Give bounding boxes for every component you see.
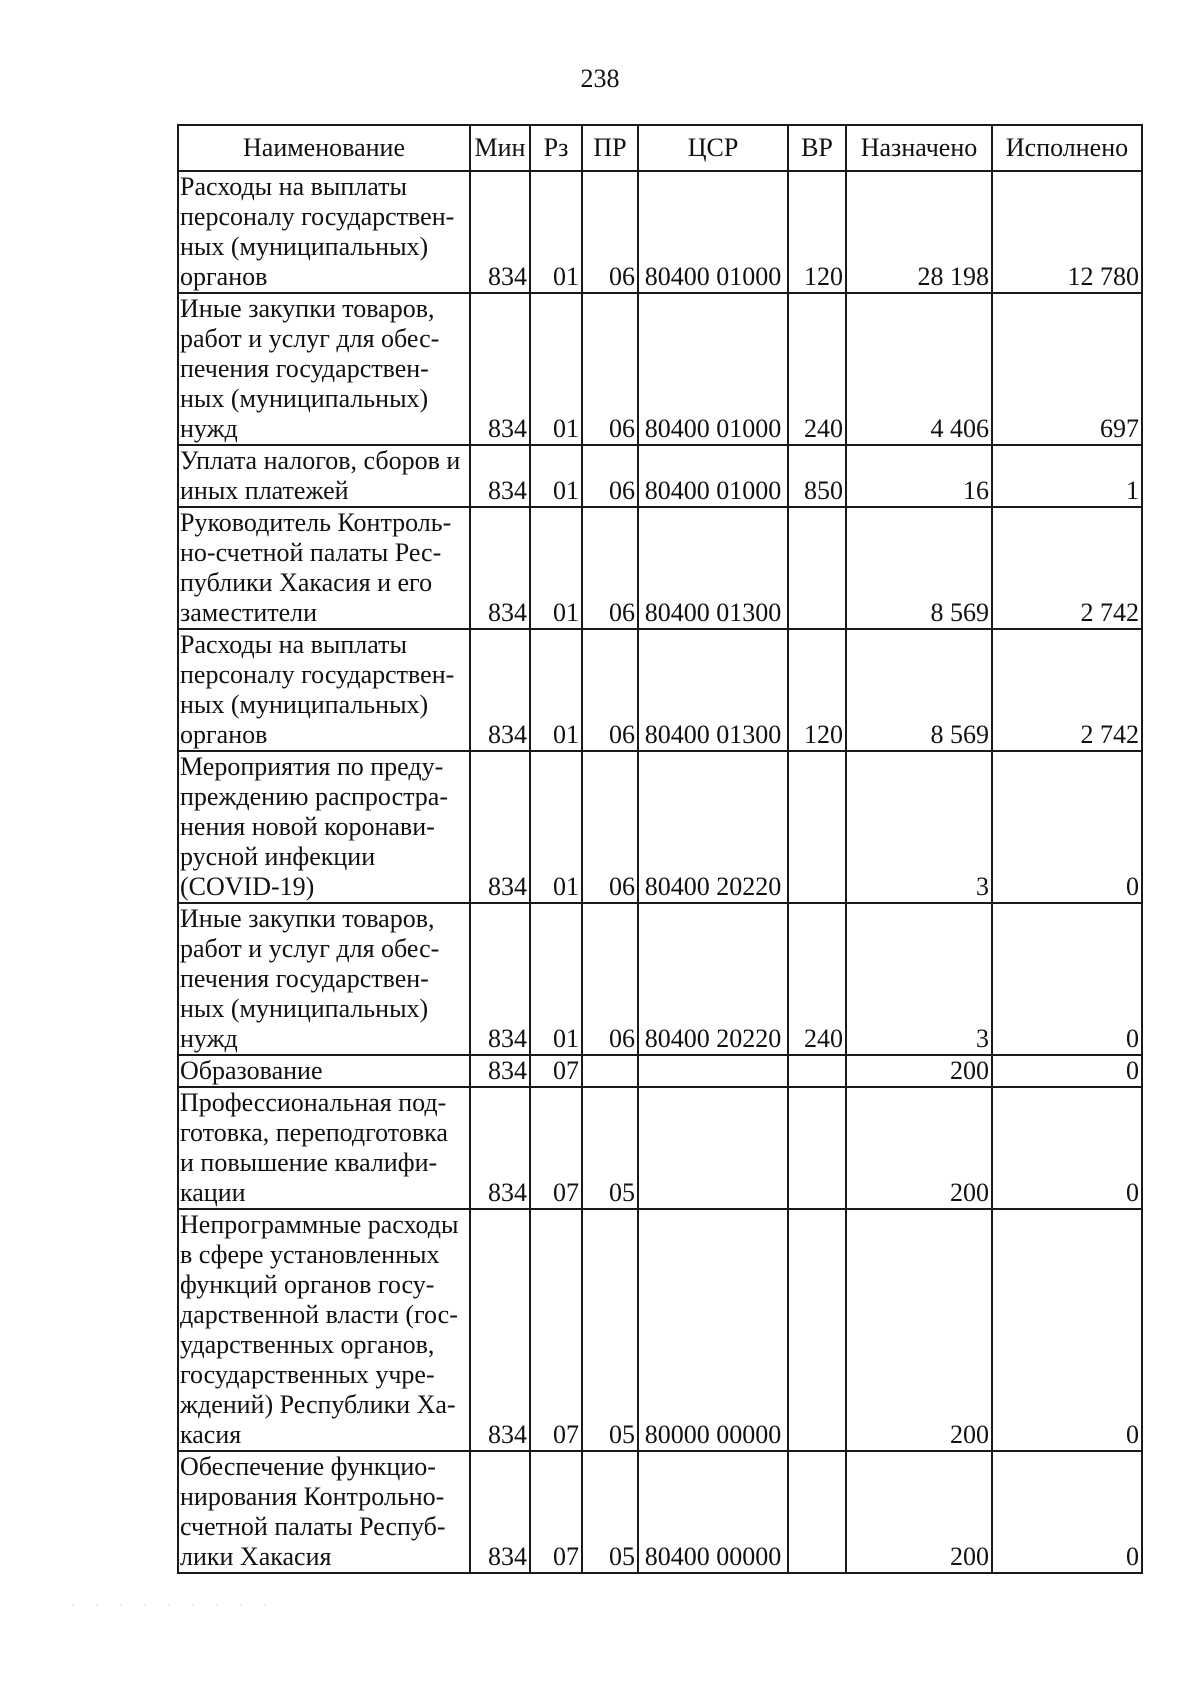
cell-min: 834 <box>470 1055 530 1087</box>
table-row <box>178 1087 1142 1209</box>
cell-name: Руководитель Контроль-но-счетной палаты Рес-публики Хакасия и его заместители <box>178 507 470 629</box>
header-rz: Рз <box>530 125 582 171</box>
cell-vr: 240 <box>788 293 846 445</box>
cell-csr: 80400 20220 <box>638 751 788 903</box>
cell-pr: 06 <box>582 629 638 751</box>
cell-name: Расходы на выплаты персоналу государствен-ных (муниципальных) органов <box>178 629 470 751</box>
cell-name: Профессиональная под-готовка, переподготовка и повышение квалифи-кации <box>178 1087 470 1209</box>
cell-assigned: 3 <box>846 751 992 903</box>
cell-vr: 240 <box>788 903 846 1055</box>
cell-executed: 0 <box>992 1451 1142 1573</box>
cell-rz: 01 <box>530 629 582 751</box>
cell-min: 834 <box>470 1087 530 1209</box>
table-row <box>178 1055 1142 1087</box>
budget-execution-table <box>177 124 1143 1574</box>
cell-assigned: 200 <box>846 1209 992 1451</box>
cell-name: Мероприятия по преду-преждению распростра-нения новой коронави-русной инфекции (COVID-19) <box>178 751 470 903</box>
header-name: Наименование <box>178 125 470 171</box>
cell-vr <box>788 751 846 903</box>
cell-min: 834 <box>470 507 530 629</box>
cell-name: Иные закупки товаров, работ и услуг для обес-печения государствен-ных (муниципальных) нужд <box>178 293 470 445</box>
cell-pr: 06 <box>582 507 638 629</box>
table-row <box>178 751 1142 903</box>
table-row <box>178 171 1142 293</box>
cell-executed: 0 <box>992 903 1142 1055</box>
table-row <box>178 293 1142 445</box>
cell-csr: 80000 00000 <box>638 1209 788 1451</box>
cell-vr: 120 <box>788 171 846 293</box>
cell-vr <box>788 1451 846 1573</box>
cell-pr: 05 <box>582 1087 638 1209</box>
cell-min: 834 <box>470 1451 530 1573</box>
header-csr: ЦСР <box>638 125 788 171</box>
cell-rz: 07 <box>530 1055 582 1087</box>
cell-csr: 80400 01300 <box>638 629 788 751</box>
cell-name: Непрограммные расходы в сфере установленных функций органов госу-дарственной власти (гос-ударственных органов, государственных учре-ждений) Республики Ха-касия <box>178 1209 470 1451</box>
cell-assigned: 4 406 <box>846 293 992 445</box>
cell-pr: 05 <box>582 1451 638 1573</box>
cell-assigned: 8 569 <box>846 629 992 751</box>
cell-name: Уплата налогов, сборов и иных платежей <box>178 445 470 507</box>
cell-name: Расходы на выплаты персоналу государствен-ных (муниципальных) органов <box>178 171 470 293</box>
cell-executed: 0 <box>992 1087 1142 1209</box>
cell-pr: 06 <box>582 171 638 293</box>
header-min: Мин <box>470 125 530 171</box>
cell-min: 834 <box>470 1209 530 1451</box>
cell-assigned: 200 <box>846 1087 992 1209</box>
cell-rz: 01 <box>530 445 582 507</box>
table-row <box>178 445 1142 507</box>
cell-pr: 06 <box>582 293 638 445</box>
table-row <box>178 903 1142 1055</box>
header-pr: ПР <box>582 125 638 171</box>
cell-min: 834 <box>470 445 530 507</box>
cell-rz: 01 <box>530 507 582 629</box>
cell-vr <box>788 1087 846 1209</box>
cell-executed: 0 <box>992 751 1142 903</box>
cell-rz: 01 <box>530 171 582 293</box>
cell-csr <box>638 1055 788 1087</box>
cell-name: Иные закупки товаров, работ и услуг для обес-печения государствен-ных (муниципальных) нужд <box>178 903 470 1055</box>
cell-rz: 07 <box>530 1451 582 1573</box>
cell-min: 834 <box>470 751 530 903</box>
cell-executed: 697 <box>992 293 1142 445</box>
cell-executed: 12 780 <box>992 171 1142 293</box>
cell-vr <box>788 1055 846 1087</box>
cell-executed: 0 <box>992 1055 1142 1087</box>
cell-rz: 07 <box>530 1087 582 1209</box>
cell-executed: 2 742 <box>992 629 1142 751</box>
cell-name: Образование <box>178 1055 470 1087</box>
cell-assigned: 200 <box>846 1451 992 1573</box>
cell-assigned: 200 <box>846 1055 992 1087</box>
table-header-row <box>178 125 1142 171</box>
cell-executed: 0 <box>992 1209 1142 1451</box>
cell-pr <box>582 1055 638 1087</box>
header-assigned: Назначено <box>846 125 992 171</box>
table-row <box>178 1209 1142 1451</box>
scan-artifact: · · · · · · · · · <box>70 1600 275 1611</box>
cell-rz: 01 <box>530 751 582 903</box>
cell-assigned: 28 198 <box>846 171 992 293</box>
cell-vr <box>788 1209 846 1451</box>
cell-csr: 80400 00000 <box>638 1451 788 1573</box>
cell-assigned: 8 569 <box>846 507 992 629</box>
cell-pr: 06 <box>582 751 638 903</box>
table-row <box>178 1451 1142 1573</box>
cell-pr: 06 <box>582 445 638 507</box>
cell-assigned: 3 <box>846 903 992 1055</box>
cell-csr: 80400 01000 <box>638 293 788 445</box>
cell-vr: 850 <box>788 445 846 507</box>
table-row <box>178 629 1142 751</box>
cell-rz: 07 <box>530 1209 582 1451</box>
cell-pr: 06 <box>582 903 638 1055</box>
header-executed: Исполнено <box>992 125 1142 171</box>
cell-executed: 1 <box>992 445 1142 507</box>
cell-min: 834 <box>470 293 530 445</box>
cell-csr: 80400 01000 <box>638 171 788 293</box>
cell-min: 834 <box>470 629 530 751</box>
cell-rz: 01 <box>530 903 582 1055</box>
cell-name: Обеспечение функцио-нирования Контрольно-счетной палаты Респуб-лики Хакасия <box>178 1451 470 1573</box>
cell-min: 834 <box>470 903 530 1055</box>
cell-executed: 2 742 <box>992 507 1142 629</box>
cell-assigned: 16 <box>846 445 992 507</box>
cell-pr: 05 <box>582 1209 638 1451</box>
header-vr: ВР <box>788 125 846 171</box>
cell-vr: 120 <box>788 629 846 751</box>
cell-rz: 01 <box>530 293 582 445</box>
cell-csr: 80400 01300 <box>638 507 788 629</box>
cell-csr: 80400 01000 <box>638 445 788 507</box>
table-row <box>178 507 1142 629</box>
cell-vr <box>788 507 846 629</box>
cell-csr <box>638 1087 788 1209</box>
cell-csr: 80400 20220 <box>638 903 788 1055</box>
cell-min: 834 <box>470 171 530 293</box>
page-number: 238 <box>580 64 620 93</box>
